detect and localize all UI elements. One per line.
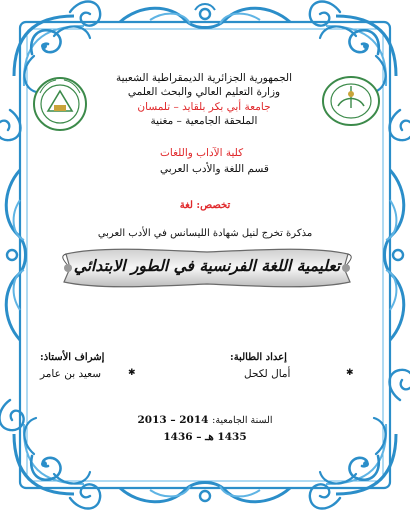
- thesis-title: تعليمية اللغة الفرنسية في الطور الابتدائي: [73, 257, 341, 275]
- student-name: أمال لكحل: [244, 368, 291, 380]
- university-emblem-icon: [30, 75, 90, 133]
- academic-year-hijri: 1435 هـ – 1436: [163, 431, 247, 443]
- annex-emblem-icon: [318, 72, 384, 130]
- academic-year-label: السنة الجامعية:: [212, 415, 273, 426]
- ministry-name: وزارة التعليم العالي والبحث العلمي: [127, 86, 281, 98]
- supervisor-name: سعيد بن عامر: [40, 368, 102, 380]
- university-name: جامعة أبي بكر بلقايد – تلمسان: [137, 101, 271, 113]
- faculty-name: كلية الآداب واللغات: [160, 147, 244, 159]
- bullet-icon: ✱: [128, 368, 136, 378]
- specialty-label: تخصص: لغة: [179, 200, 231, 211]
- academic-year-gregorian: [110, 414, 300, 426]
- department-name: قسم اللغة والأدب العربي: [160, 163, 269, 175]
- annex-name: الملحقة الجامعية – مغنية: [150, 115, 258, 127]
- supervisor-label: إشراف الأستاذ:: [40, 352, 105, 363]
- academic-year-gregorian-value: 2014 – 2013: [137, 414, 209, 426]
- memo-description: مذكرة تخرج لنيل شهادة الليسانس في الأدب العربي: [97, 228, 313, 239]
- bullet-icon: ✱: [346, 368, 354, 378]
- republic-name: الجمهورية الجزائرية الديمقراطية الشعبية: [115, 72, 293, 84]
- student-label: إعداد الطالبة:: [230, 352, 287, 363]
